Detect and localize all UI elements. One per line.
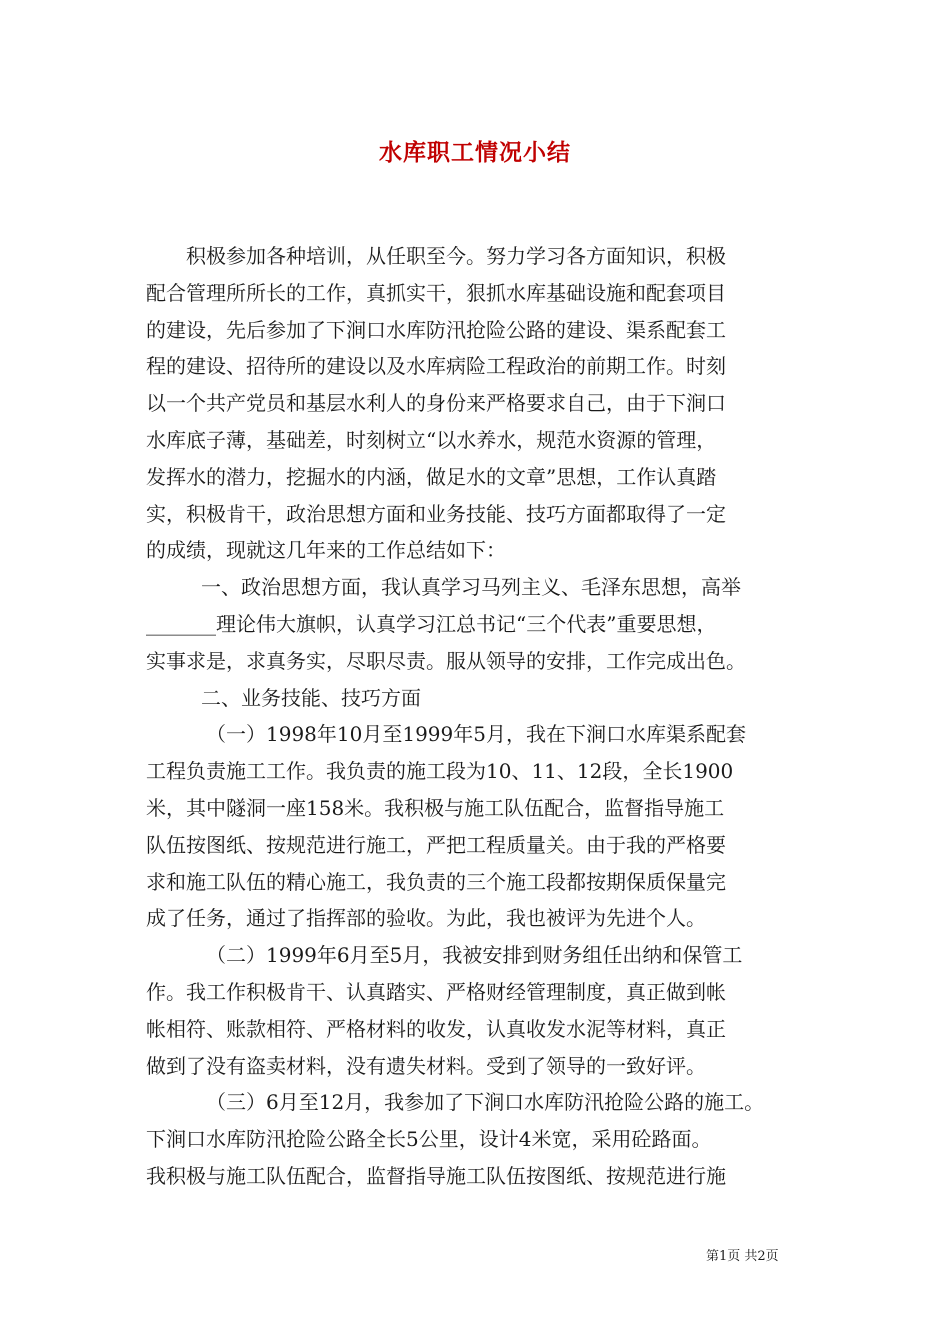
paragraph-line: 队伍按图纸、按规范进行施工，严把工程质量关。由于我的严格要	[146, 832, 726, 857]
paragraph-line: 以一个共产党员和基层水利人的身份来严格要求自己，由于下涧口	[146, 391, 726, 416]
paragraph-line: 程的建设、招待所的建设以及水库病险工程政治的前期工作。时刻	[146, 354, 726, 379]
page-indicator: 第1页 共2页	[706, 1249, 779, 1264]
paragraph-line: 做到了没有盗卖材料，没有遗失材料。受到了领导的一致好评。	[146, 1053, 706, 1078]
paragraph-line: 的成绩，现就这几年来的工作总结如下：	[146, 538, 506, 563]
page-title: 水库职工情况小结	[379, 139, 571, 166]
paragraph-line: 实事求是，求真务实，尽职尽责。服从领导的安排，工作完成出色。	[146, 648, 746, 673]
paragraph-line: 求和施工队伍的精心施工，我负责的三个施工段都按期保质保量完	[146, 869, 726, 894]
paragraph-line: 成了任务，通过了指挥部的验收。为此，我也被评为先进个人。	[146, 906, 706, 931]
paragraph-line: 工程负责施工工作。我负责的施工段为10、11、12段，全长1900	[146, 759, 734, 784]
paragraph-line: 帐相符、账款相符、严格材料的收发，认真收发水泥等材料，真正	[146, 1016, 726, 1041]
paragraph-line: 发挥水的潜力，挖掘水的内涵，做足水的文章”思想，工作认真踏	[146, 464, 717, 489]
paragraph-line: 配合管理所所长的工作，真抓实干，狠抓水库基础设施和配套项目	[146, 280, 726, 305]
subsection-line: （一）1998年10月至1999年5月，我在下涧口水库渠系配套	[206, 722, 746, 747]
paragraph-line: 米，其中隧洞一座158米。我积极与施工队伍配合，监督指导施工	[146, 795, 725, 820]
paragraph-line: 作。我工作积极肯干、认真踏实、严格财经管理制度，真正做到帐	[146, 979, 726, 1004]
subsection-line: （二）1999年6月至5月，我被安排到财务组任出纳和保管工	[206, 943, 743, 968]
paragraph-line: 实，积极肯干，政治思想方面和业务技能、技巧方面都取得了一定	[146, 501, 726, 526]
subsection-line: （三）6月至12月，我参加了下涧口水库防汛抢险公路的施工。	[206, 1090, 765, 1115]
paragraph-line: _______理论伟大旗帜，认真学习江总书记“三个代表”重要思想，	[146, 611, 717, 636]
paragraph-line: 的建设，先后参加了下涧口水库防汛抢险公路的建设、渠系配套工	[146, 317, 726, 342]
document-body	[146, 238, 814, 1195]
section-heading-line: 一、政治思想方面，我认真学习马列主义、毛泽东思想，高举	[201, 575, 741, 600]
paragraph-line: 我积极与施工队伍配合，监督指导施工队伍按图纸、按规范进行施	[146, 1163, 726, 1188]
section-heading-line: 二、业务技能、技巧方面	[201, 685, 421, 710]
paragraph-line: 下涧口水库防汛抢险公路全长5公里，设计4米宽，采用砼路面。	[146, 1127, 712, 1152]
paragraph-line: 积极参加各种培训，从任职至今。努力学习各方面知识，积极	[186, 244, 726, 268]
paragraph-line: 水库底子薄，基础差，时刻树立“以水养水，规范水资源的管理，	[146, 427, 717, 452]
